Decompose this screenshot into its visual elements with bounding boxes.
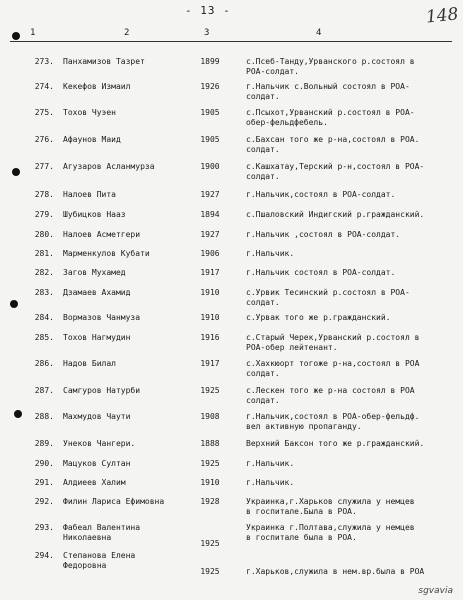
- punch-hole: [12, 32, 20, 40]
- record-name: Филин Лариса Ефимовна: [63, 497, 165, 506]
- record-number: 279.: [34, 210, 54, 219]
- record-note-line: РОА-обер лейтенант.: [246, 343, 338, 352]
- record-note-line: г.Харьков,служила в нем.вр.была в РОА: [246, 567, 425, 576]
- record-name: Налоев Асметгери: [63, 230, 141, 239]
- record-note: [246, 57, 436, 77]
- record-name: Вормазов Чанмуза: [63, 313, 141, 322]
- column-header-1: 1: [30, 28, 36, 38]
- record-note-line: Украинка г.Полтава,служила у немцев: [246, 523, 415, 532]
- record-note: [246, 190, 436, 200]
- record-note-line: солдат.: [246, 369, 280, 378]
- record-number: 284.: [34, 313, 54, 322]
- record-number: 291.: [34, 478, 54, 487]
- record-name: Загов Мухамед: [63, 268, 126, 277]
- record-year: 1905: [200, 108, 220, 117]
- record-name: Тохов Нагмудин: [63, 333, 131, 342]
- record-number: 278.: [34, 190, 54, 199]
- record-year: 1927: [200, 190, 220, 199]
- record-note: [246, 478, 436, 488]
- punch-hole: [10, 300, 18, 308]
- record-note-line: г.Нальчик ,состоял в РОА-солдат.: [246, 230, 401, 239]
- record-number: 290.: [34, 459, 54, 468]
- record-note: [246, 459, 436, 469]
- column-header-row: [0, 28, 463, 40]
- record-number: 276.: [34, 135, 54, 144]
- record-number: 280.: [34, 230, 54, 239]
- record-name: Кекефов Измаил: [63, 82, 131, 91]
- record-note-line: г.Нальчик состоял в РОА-солдат.: [246, 268, 396, 277]
- record-name: Дзамаев Ахамид: [63, 288, 131, 297]
- record-note: [246, 288, 436, 308]
- record-name: Унеков Чангери.: [63, 439, 136, 448]
- record-year: 1908: [200, 412, 220, 421]
- watermark-text: sgvavia: [418, 586, 453, 596]
- record-note-line: с.Псыхот,Урванский р.состоял в РОА-: [246, 108, 415, 117]
- record-name: Марменкулов Кубати: [63, 249, 150, 258]
- record-note-line: с.Урвак того же р.гражданский.: [246, 313, 391, 322]
- record-year: 1910: [200, 288, 220, 297]
- header-rule: [10, 41, 452, 42]
- record-note: [246, 162, 436, 182]
- record-note: [246, 82, 436, 102]
- record-note-line: РОА-солдат.: [246, 67, 299, 76]
- record-name: Надов Билал: [63, 359, 116, 368]
- record-note: [246, 230, 436, 240]
- record-name: Фабеал Валентина Николаевна: [63, 523, 141, 542]
- record-note-line: г.Нальчик.: [246, 459, 295, 468]
- folio-number: 148: [425, 4, 460, 28]
- record-note: [246, 135, 436, 155]
- record-year: 1925: [200, 567, 220, 576]
- record-note-line: г.Нальчик.: [246, 478, 295, 487]
- record-year: 1916: [200, 333, 220, 342]
- record-note-line: солдат.: [246, 145, 280, 154]
- record-note-line: вел активную пропаганду.: [246, 422, 362, 431]
- record-year: 1925: [200, 386, 220, 395]
- record-name: Тохов Чуэен: [63, 108, 116, 117]
- record-note-line: г.Нальчик с.Вольный состоял в РОА-: [246, 82, 410, 91]
- record-year: 1910: [200, 313, 220, 322]
- record-note-line: с.Пшаловский Индигский р.гражданский.: [246, 210, 425, 219]
- record-note: [246, 523, 436, 543]
- record-year: 1925: [200, 459, 220, 468]
- record-year: 1906: [200, 249, 220, 258]
- column-header-3: 3: [204, 28, 210, 38]
- record-number: 283.: [34, 288, 54, 297]
- record-note-line: с.Псеб-Танду,Урванского р.состоял в: [246, 57, 415, 66]
- record-note-line: солдат.: [246, 298, 280, 307]
- record-note-line: Украинка,г.Харьков служила у немцев: [246, 497, 415, 506]
- record-note-line: с.Старый Черек,Урванский р.состоял в: [246, 333, 420, 342]
- record-name: Махмудов Чаути: [63, 412, 131, 421]
- record-note-line: с.Кашхатау,Терский р-н,состоял в РОА-: [246, 162, 425, 171]
- record-name: Афаунов Маид: [63, 135, 121, 144]
- record-note: [246, 249, 436, 259]
- record-note: [246, 412, 436, 432]
- record-year: 1899: [200, 57, 220, 66]
- record-number: 286.: [34, 359, 54, 368]
- record-year: 1888: [200, 439, 220, 448]
- record-name: Самгуров Натурби: [63, 386, 141, 395]
- record-number: 292.: [34, 497, 54, 506]
- record-year: 1927: [200, 230, 220, 239]
- column-header-2: 2: [124, 28, 130, 38]
- record-number: 289.: [34, 439, 54, 448]
- record-number: 275.: [34, 108, 54, 117]
- record-note-line: с.Хахкюорт тогоже р-на,состоял в РОА: [246, 359, 420, 368]
- record-note-line: солдат.: [246, 92, 280, 101]
- record-year: 1905: [200, 135, 220, 144]
- record-note-line: г.Нальчик,состоял в РОА-обер-фельдф.: [246, 412, 420, 421]
- record-note: [246, 386, 436, 406]
- record-note-line: с.Лескен того же р-на состоял в РОА: [246, 386, 415, 395]
- record-note-line: в госпитале.Была в РОА.: [246, 507, 357, 516]
- record-number: 273.: [34, 57, 54, 66]
- record-name: Налоев Пита: [63, 190, 116, 199]
- record-note-line: г.Нальчик,состоял в РОА-солдат.: [246, 190, 396, 199]
- column-header-4: 4: [316, 28, 322, 38]
- record-note: [246, 359, 436, 379]
- record-name: Агузаров Асланмурза: [63, 162, 155, 171]
- record-number: 294.: [34, 551, 54, 560]
- record-name: Мацуков Султан: [63, 459, 131, 468]
- record-note: [246, 333, 436, 353]
- record-name: Шубицков Нааз: [63, 210, 126, 219]
- record-year: 1894: [200, 210, 220, 219]
- record-number: 285.: [34, 333, 54, 342]
- record-year: 1925: [200, 539, 220, 548]
- record-number: 274.: [34, 82, 54, 91]
- record-note-line: г.Нальчик.: [246, 249, 295, 258]
- record-number: 287.: [34, 386, 54, 395]
- record-year: 1910: [200, 478, 220, 487]
- record-note: [246, 210, 436, 220]
- record-year: 1926: [200, 82, 220, 91]
- record-note-line: в госпитале была в РОА.: [246, 533, 357, 542]
- page-number: - 13 -: [185, 4, 231, 17]
- record-year: 1900: [200, 162, 220, 171]
- record-note: [246, 567, 436, 577]
- record-year: 1928: [200, 497, 220, 506]
- record-name: Степанова Елена Федоровна: [63, 551, 136, 570]
- record-number: 277.: [34, 162, 54, 171]
- record-note-line: солдат.: [246, 172, 280, 181]
- record-name: Панхамизов Тазрет: [63, 57, 145, 66]
- record-number: 281.: [34, 249, 54, 258]
- record-note-line: с.Урвик Тесинский р.состоял в РОА-: [246, 288, 410, 297]
- record-number: 293.: [34, 523, 54, 532]
- record-name: Алдиеев Халим: [63, 478, 126, 487]
- record-note: [246, 439, 436, 449]
- record-note-line: солдат.: [246, 396, 280, 405]
- record-note: [246, 108, 436, 128]
- record-note-line: Верхний Баксон того же р.гражданский.: [246, 439, 425, 448]
- record-number: 288.: [34, 412, 54, 421]
- record-note: [246, 497, 436, 517]
- record-year: 1917: [200, 268, 220, 277]
- record-note-line: с.Бахсан того же р-на,состоял в РОА.: [246, 135, 420, 144]
- record-number: 282.: [34, 268, 54, 277]
- record-note: [246, 313, 436, 323]
- record-year: 1917: [200, 359, 220, 368]
- record-note: [246, 268, 436, 278]
- record-note-line: обер-фельдфебель.: [246, 118, 328, 127]
